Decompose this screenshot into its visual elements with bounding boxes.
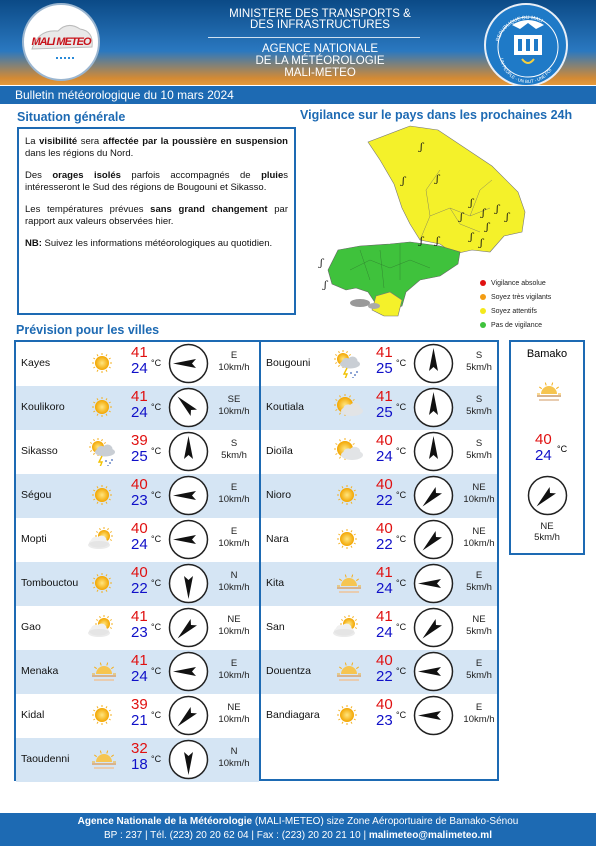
temp-unit: °C bbox=[151, 754, 162, 764]
city-forecast-row bbox=[16, 342, 259, 386]
wind-speed: 5km/h bbox=[221, 450, 247, 461]
temp-min: 22 bbox=[376, 536, 393, 553]
sun-cloud-icon bbox=[329, 436, 365, 466]
temp-min: 24 bbox=[376, 580, 393, 597]
legend-item bbox=[480, 276, 551, 290]
dust-haze-icon bbox=[84, 656, 120, 686]
dust-haze-icon bbox=[529, 376, 565, 406]
wind-direction: SE bbox=[227, 394, 241, 405]
temp-max: 40 bbox=[376, 476, 393, 493]
seal-bottom-text: UN PEUPLE - UN BUT - UNE FOI bbox=[499, 57, 553, 85]
temp-max: 40 bbox=[376, 652, 393, 669]
temp-unit: °C bbox=[557, 444, 568, 454]
wind-speed: 10km/h bbox=[463, 494, 495, 505]
temp-min: 23 bbox=[131, 624, 148, 641]
wind-info bbox=[456, 438, 502, 462]
logo-text: MALI METEO bbox=[31, 36, 91, 48]
temp-unit: °C bbox=[396, 358, 407, 368]
city-name: Kidal bbox=[21, 709, 45, 721]
temp-max: 39 bbox=[131, 432, 148, 449]
footer-contact: BP : 237 | Tél. (223) 20 20 62 04 | Fax : (223) 20 20 21 10 | bbox=[104, 830, 369, 841]
wind-info bbox=[456, 394, 502, 418]
wind-speed: 5km/h bbox=[466, 406, 492, 417]
temp-min: 24 bbox=[131, 536, 148, 553]
wind-info bbox=[211, 526, 257, 550]
temp-max: 41 bbox=[131, 652, 148, 669]
wind-info bbox=[456, 614, 502, 638]
temp-unit: °C bbox=[151, 446, 162, 456]
wind-direction: NE bbox=[227, 614, 241, 625]
svg-text:ʃ: ʃ bbox=[420, 142, 423, 153]
legend-dot bbox=[480, 322, 486, 328]
city-name: Tombouctou bbox=[21, 577, 79, 589]
wind-direction-icon bbox=[413, 343, 454, 384]
svg-text:ʃ: ʃ bbox=[436, 236, 439, 247]
city-forecast-row bbox=[16, 738, 259, 782]
city-name: Bougouni bbox=[266, 357, 311, 369]
legend-item bbox=[480, 290, 551, 304]
temp-min: 24 bbox=[131, 404, 148, 421]
city-forecast-row bbox=[16, 606, 259, 650]
legend-item bbox=[480, 318, 551, 332]
city-forecast-row bbox=[16, 694, 259, 738]
temp-max: 39 bbox=[131, 696, 148, 713]
header-divider bbox=[208, 37, 420, 38]
agency-line-3: MALI-METEO bbox=[284, 67, 356, 79]
wind-info bbox=[211, 394, 257, 418]
wind-speed: 5km/h bbox=[466, 626, 492, 637]
wind-direction: E bbox=[475, 658, 483, 669]
wind-speed: 10km/h bbox=[218, 582, 250, 593]
temp-min: 24 bbox=[376, 448, 393, 465]
body-text: par rapport aux valeurs observées hier. bbox=[25, 204, 288, 227]
temp-min: 22 bbox=[376, 668, 393, 685]
temp-max: 40 bbox=[376, 520, 393, 537]
wind-direction: E bbox=[230, 482, 238, 493]
forecast-left-column bbox=[16, 342, 259, 779]
svg-text:ʃ: ʃ bbox=[496, 204, 499, 215]
temp-max: 41 bbox=[131, 388, 148, 405]
city-forecast-row bbox=[261, 606, 497, 650]
svg-text:ʃ: ʃ bbox=[324, 280, 327, 291]
wind-info bbox=[211, 658, 257, 682]
wind-info bbox=[211, 570, 257, 594]
forecast-title: Prévision pour les villes bbox=[16, 323, 160, 337]
body-text: Les températures prévues bbox=[25, 204, 151, 215]
wind-info bbox=[211, 746, 257, 770]
wind-speed: 10km/h bbox=[218, 714, 250, 725]
temp-unit: °C bbox=[396, 534, 407, 544]
wind-direction: NE bbox=[472, 526, 486, 537]
wind-direction-icon bbox=[168, 343, 209, 384]
wind-info bbox=[456, 702, 502, 726]
sun-icon bbox=[84, 480, 120, 510]
footer-line-1 bbox=[0, 815, 596, 829]
emphasis-text: pluie bbox=[261, 170, 284, 181]
wind-direction: S bbox=[475, 394, 483, 405]
situation-paragraph-4 bbox=[25, 238, 288, 250]
sun-cloud-icon bbox=[329, 392, 365, 422]
wind-speed: 10km/h bbox=[218, 538, 250, 549]
svg-text:ʃ: ʃ bbox=[436, 174, 439, 185]
sun-icon bbox=[84, 700, 120, 730]
legend-label: Soyez attentifs bbox=[491, 307, 537, 315]
wind-speed: 10km/h bbox=[218, 670, 250, 681]
situation-paragraph-3 bbox=[25, 204, 288, 227]
temp-unit: °C bbox=[396, 666, 407, 676]
wind-direction: NE bbox=[540, 521, 554, 532]
legend-dot bbox=[480, 308, 486, 314]
temp-unit: °C bbox=[151, 710, 162, 720]
temp-max: 32 bbox=[131, 740, 148, 757]
body-text: La bbox=[25, 136, 40, 147]
temp-max: 41 bbox=[376, 564, 393, 581]
temp-min: 24 bbox=[535, 447, 552, 464]
wind-info bbox=[456, 526, 502, 550]
city-forecast-row bbox=[261, 430, 497, 474]
city-forecast-row bbox=[261, 342, 497, 386]
svg-text:ʃ: ʃ bbox=[470, 232, 473, 243]
wind-direction-icon bbox=[413, 431, 454, 472]
bulletin-date-bar: Bulletin météorologique du 10 mars 2024 bbox=[0, 86, 596, 104]
wind-direction-icon bbox=[168, 651, 209, 692]
legend-label: Vigilance absolue bbox=[491, 279, 546, 287]
wind-direction: E bbox=[230, 350, 238, 361]
wind-direction-icon bbox=[168, 607, 209, 648]
wind-direction-icon bbox=[413, 519, 454, 560]
wind-speed: 5km/h bbox=[466, 450, 492, 461]
temp-unit: °C bbox=[396, 710, 407, 720]
body-text: parfois accompagnés de bbox=[120, 170, 262, 181]
city-forecast-row bbox=[16, 562, 259, 606]
wind-info bbox=[456, 570, 502, 594]
temp-max: 41 bbox=[131, 344, 148, 361]
temp-max: 40 bbox=[131, 476, 148, 493]
temp-max: 41 bbox=[376, 344, 393, 361]
city-forecast-row bbox=[261, 694, 497, 738]
situation-box bbox=[17, 127, 296, 315]
situation-paragraph-2 bbox=[25, 170, 288, 193]
legend-item bbox=[480, 304, 551, 318]
wind-info bbox=[456, 482, 502, 506]
wind-info bbox=[211, 438, 257, 462]
svg-text:ʃ: ʃ bbox=[402, 176, 405, 187]
wind-direction: E bbox=[475, 702, 483, 713]
footer-agency-name: Agence Nationale de la Météorologie bbox=[77, 816, 253, 827]
wind-speed: 10km/h bbox=[218, 758, 250, 769]
header-banner bbox=[0, 0, 596, 85]
city-name: Sikasso bbox=[21, 445, 58, 457]
wind-direction-icon bbox=[168, 475, 209, 516]
vigilance-title: Vigilance sur le pays dans les prochaines 24h bbox=[300, 108, 573, 122]
temp-unit: °C bbox=[396, 622, 407, 632]
wind-direction: S bbox=[475, 438, 483, 449]
city-name: Bandiagara bbox=[266, 709, 320, 721]
footer-agency-address: (MALI-METEO) size Zone Aéroportuaire de Bamako-Sénou bbox=[252, 816, 519, 827]
footer-line-2 bbox=[0, 829, 596, 843]
wind-direction-icon bbox=[413, 651, 454, 692]
city-forecast-row bbox=[16, 430, 259, 474]
emphasis-text: sans grand changement bbox=[150, 204, 268, 215]
city-forecast-row bbox=[261, 386, 497, 430]
temp-unit: °C bbox=[151, 578, 162, 588]
temp-unit: °C bbox=[396, 402, 407, 412]
body-text: sera bbox=[77, 136, 103, 147]
temp-max: 40 bbox=[535, 431, 552, 448]
wind-direction: S bbox=[230, 438, 238, 449]
temp-min: 22 bbox=[131, 580, 148, 597]
legend-label: Soyez très vigilants bbox=[491, 293, 552, 301]
partly-cloudy-icon bbox=[84, 524, 120, 554]
temp-min: 25 bbox=[376, 360, 393, 377]
emphasis-text: affectée par la poussière en suspension bbox=[102, 136, 288, 147]
temp-max: 40 bbox=[376, 696, 393, 713]
svg-text:ʃ: ʃ bbox=[460, 212, 463, 223]
wind-direction: E bbox=[475, 570, 483, 581]
city-name: Menaka bbox=[21, 665, 59, 677]
temp-min: 24 bbox=[376, 624, 393, 641]
legend-dot bbox=[480, 294, 486, 300]
emphasis-text: orages isolés bbox=[52, 170, 121, 181]
wind-speed: 10km/h bbox=[218, 494, 250, 505]
temp-min: 21 bbox=[131, 712, 148, 729]
wind-info bbox=[211, 482, 257, 506]
wind-speed: 5km/h bbox=[466, 582, 492, 593]
mali-meteo-logo bbox=[22, 3, 100, 81]
wind-info bbox=[456, 658, 502, 682]
wind-speed: 10km/h bbox=[463, 538, 495, 549]
sun-icon bbox=[84, 392, 120, 422]
city-forecast-row bbox=[261, 562, 497, 606]
city-name: Nioro bbox=[266, 489, 292, 501]
seal-top-text: REPUBLIQUE DU MALI bbox=[495, 14, 544, 43]
wind-info bbox=[211, 350, 257, 374]
situation-paragraph-1 bbox=[25, 136, 288, 159]
sun-icon bbox=[84, 348, 120, 378]
bamako-city: Bamako bbox=[526, 348, 568, 360]
wind-direction-icon bbox=[413, 607, 454, 648]
wind-direction: NE bbox=[227, 702, 241, 713]
temp-min: 24 bbox=[131, 668, 148, 685]
temp-unit: °C bbox=[396, 578, 407, 588]
city-name: Taoudenni bbox=[21, 753, 70, 765]
forecast-right-column bbox=[261, 342, 497, 779]
wind-direction-icon bbox=[168, 387, 209, 428]
wind-direction-icon bbox=[168, 431, 209, 472]
temp-min: 25 bbox=[376, 404, 393, 421]
temp-min: 23 bbox=[376, 712, 393, 729]
wind-speed: 10km/h bbox=[463, 714, 495, 725]
city-name: Kita bbox=[266, 577, 285, 589]
map-yellow-north bbox=[368, 126, 525, 254]
temp-unit: °C bbox=[151, 534, 162, 544]
situation-title: Situation générale bbox=[17, 110, 126, 124]
wind-direction-icon bbox=[413, 387, 454, 428]
emphasis-text: visibilité bbox=[39, 136, 78, 147]
sun-icon bbox=[329, 524, 365, 554]
city-forecast-row bbox=[261, 474, 497, 518]
temp-min: 18 bbox=[131, 756, 148, 773]
svg-text:ʃ: ʃ bbox=[482, 208, 485, 219]
wind-direction: N bbox=[230, 570, 238, 581]
temp-max: 40 bbox=[131, 520, 148, 537]
sun-icon bbox=[84, 568, 120, 598]
city-forecast-row bbox=[16, 386, 259, 430]
republic-seal bbox=[484, 3, 568, 87]
wind-speed: 10km/h bbox=[218, 626, 250, 637]
city-name: Douentza bbox=[266, 665, 311, 677]
thunderstorm-icon bbox=[329, 348, 365, 378]
wind-direction-icon bbox=[168, 519, 209, 560]
partly-cloudy-icon bbox=[329, 612, 365, 642]
temp-max: 41 bbox=[376, 388, 393, 405]
emphasis-text: NB: bbox=[25, 238, 42, 249]
city-name: Mopti bbox=[21, 533, 47, 545]
wind-direction-icon bbox=[168, 695, 209, 736]
wind-direction: E bbox=[230, 526, 238, 537]
wind-speed: 10km/h bbox=[218, 406, 250, 417]
city-forecast-row bbox=[261, 518, 497, 562]
svg-text:ʃ: ʃ bbox=[470, 198, 473, 209]
wind-direction-icon bbox=[413, 695, 454, 736]
body-text: dans les régions du Nord. bbox=[25, 147, 134, 159]
agency-line-1: AGENCE NATIONALE bbox=[261, 43, 379, 55]
city-name: San bbox=[266, 621, 285, 633]
ministry-line-1: MINISTERE DES TRANSPORTS & bbox=[229, 8, 411, 20]
vigilance-legend bbox=[480, 276, 551, 332]
body-text: s intéresseront le Sud des régions de Bougouni et Sikasso. bbox=[25, 170, 288, 193]
svg-text:ʃ: ʃ bbox=[506, 212, 509, 223]
temp-min: 24 bbox=[131, 360, 148, 377]
agency-line-2: DE LA MÉTÉOROLOGIE bbox=[255, 55, 385, 67]
ministry-line-2: DES INFRASTRUCTURES bbox=[250, 19, 390, 31]
wind-direction: E bbox=[230, 658, 238, 669]
temp-max: 40 bbox=[376, 432, 393, 449]
city-name: Koulikoro bbox=[21, 401, 65, 413]
wind-info bbox=[211, 614, 257, 638]
svg-text:ʃ: ʃ bbox=[480, 238, 483, 249]
temp-min: 23 bbox=[131, 492, 148, 509]
city-forecast-row bbox=[16, 474, 259, 518]
temp-unit: °C bbox=[151, 490, 162, 500]
wind-info bbox=[456, 350, 502, 374]
forecast-table bbox=[14, 340, 499, 781]
temp-unit: °C bbox=[151, 402, 162, 412]
dust-haze-icon bbox=[84, 744, 120, 774]
city-forecast-row bbox=[16, 518, 259, 562]
temp-unit: °C bbox=[396, 446, 407, 456]
dust-haze-icon bbox=[329, 568, 365, 598]
wind-speed: 5km/h bbox=[466, 670, 492, 681]
partly-cloudy-icon bbox=[84, 612, 120, 642]
body-text: Des bbox=[25, 170, 53, 181]
city-name: Dioïla bbox=[266, 445, 293, 457]
city-forecast-row bbox=[16, 650, 259, 694]
svg-text:ʃ: ʃ bbox=[486, 222, 489, 233]
sun-icon bbox=[329, 700, 365, 730]
wind-info bbox=[211, 702, 257, 726]
city-name: Gao bbox=[21, 621, 41, 633]
city-name: Koutiala bbox=[266, 401, 304, 413]
footer bbox=[0, 813, 596, 846]
temp-max: 41 bbox=[376, 608, 393, 625]
svg-text:ʃ: ʃ bbox=[420, 236, 423, 247]
city-name: Kayes bbox=[21, 357, 51, 369]
wind-direction-icon bbox=[168, 563, 209, 604]
city-name: Nara bbox=[266, 533, 289, 545]
thunderstorm-icon bbox=[84, 436, 120, 466]
temp-min: 25 bbox=[131, 448, 148, 465]
wind-direction: S bbox=[475, 350, 483, 361]
wind-speed: 5km/h bbox=[466, 362, 492, 373]
temp-unit: °C bbox=[396, 490, 407, 500]
wind-speed: 5km/h bbox=[534, 532, 560, 543]
wind-direction-icon bbox=[413, 563, 454, 604]
temp-max: 41 bbox=[131, 608, 148, 625]
wind-speed: 10km/h bbox=[218, 362, 250, 373]
temp-max: 40 bbox=[131, 564, 148, 581]
wind-direction: NE bbox=[472, 482, 486, 493]
wind-direction-icon bbox=[527, 475, 568, 516]
legend-dot bbox=[480, 280, 486, 286]
sun-icon bbox=[329, 480, 365, 510]
temp-min: 22 bbox=[376, 492, 393, 509]
bamako-forecast bbox=[509, 340, 585, 555]
wind-direction: N bbox=[230, 746, 238, 757]
wind-direction: NE bbox=[472, 614, 486, 625]
dust-haze-icon bbox=[329, 656, 365, 686]
city-forecast-row bbox=[261, 650, 497, 694]
svg-text:ʃ: ʃ bbox=[320, 258, 323, 269]
body-text: Suivez les informations météorologiques au quotidien. bbox=[41, 238, 273, 249]
legend-label: Pas de vigilance bbox=[491, 321, 542, 329]
temp-unit: °C bbox=[151, 666, 162, 676]
city-name: Ségou bbox=[21, 489, 52, 501]
temp-unit: °C bbox=[151, 622, 162, 632]
wind-direction-icon bbox=[413, 475, 454, 516]
wind-direction-icon bbox=[168, 739, 209, 780]
footer-email[interactable]: malimeteo@malimeteo.ml bbox=[368, 830, 492, 841]
temp-unit: °C bbox=[151, 358, 162, 368]
